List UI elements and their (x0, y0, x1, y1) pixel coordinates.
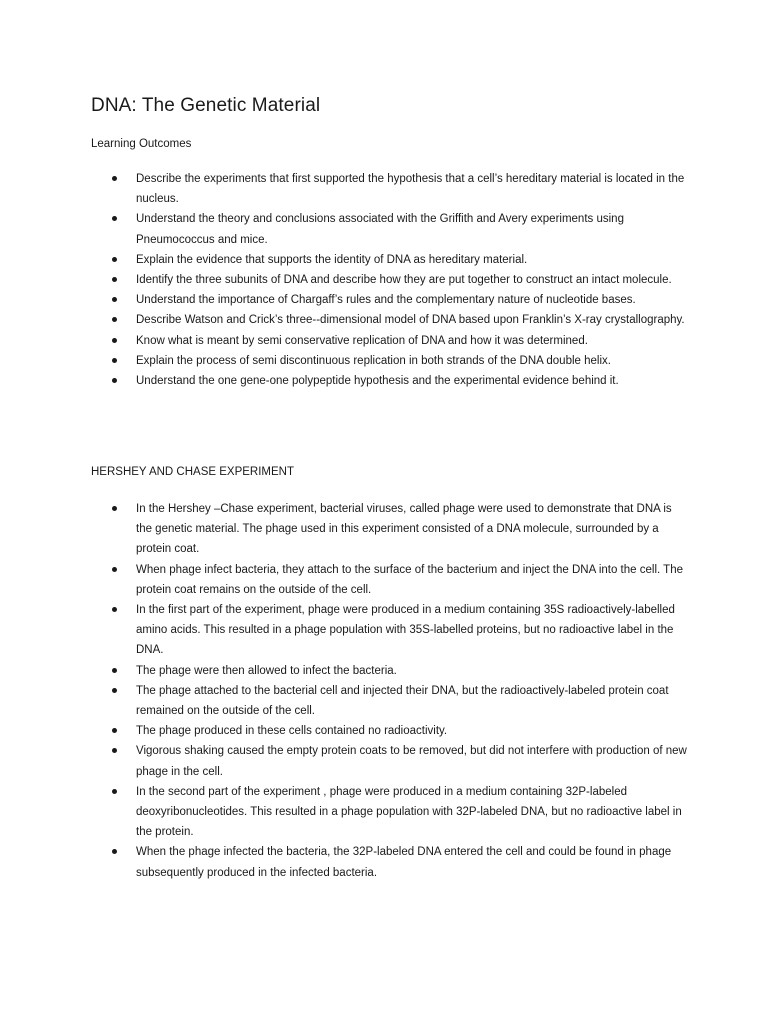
list-item-text: Understand the importance of Chargaff’s rules and the complementary nature of nucleotide bases. (136, 294, 636, 307)
list-item (112, 290, 687, 310)
list-item-text: In the second part of the experiment , phage were produced in a medium containing 32P‐labeled deoxyribonucleotides. This resulted in a phage population with 32P‐labeled DNA, but no radioactive label in the protein. (136, 785, 682, 839)
bullet-icon (112, 257, 117, 262)
bullet-icon (112, 176, 117, 181)
bullet-icon (112, 668, 117, 673)
list-item (112, 782, 687, 843)
bullet-icon (112, 849, 117, 854)
list-item (112, 741, 687, 781)
list-item-text: Describe Watson and Crick’s three‐‐dimensional model of DNA based upon Franklin’s X‐ray crystallography. (136, 314, 685, 327)
list-item-text: Explain the process of semi discontinuous replication in both strands of the DNA double helix. (136, 354, 611, 367)
page-title: DNA: The Genetic Material (91, 95, 321, 116)
bullet-icon (112, 216, 117, 221)
list-item (112, 681, 687, 721)
list-item (112, 331, 687, 351)
bullet-icon (112, 378, 117, 383)
hershey-chase-heading: HERSHEY AND CHASE EXPERIMENT (91, 466, 295, 478)
bullet-icon (112, 748, 117, 753)
list-item (112, 169, 687, 209)
bullet-icon (112, 277, 117, 282)
bullet-icon (112, 317, 117, 322)
list-item-text: The phage produced in these cells contained no radioactivity. (136, 725, 448, 738)
list-item (112, 842, 687, 882)
list-item-text: When phage infect bacteria, they attach to the surface of the bacterium and inject the DNA into the cell. The protein coat remains on the outside of the cell. (136, 563, 683, 596)
list-item-text: Describe the experiments that first supported the hypothesis that a cell’s hereditary material is located in the nucleus. (136, 173, 685, 206)
list-item (112, 351, 687, 371)
bullet-icon (112, 358, 117, 363)
list-item (112, 250, 687, 270)
list-item-text: Understand the one gene‐one polypeptide hypothesis and the experimental evidence behind it. (136, 375, 619, 388)
bullet-icon (112, 728, 117, 733)
list-item-text: Identify the three subunits of DNA and describe how they are put together to construct an intact molecule. (136, 274, 672, 287)
list-item-text: Explain the evidence that supports the identity of DNA as hereditary material. (136, 253, 528, 266)
list-item (112, 270, 687, 290)
list-item (112, 310, 687, 330)
list-item-text: In the Hershey –Chase experiment, bacterial viruses, called phage were used to demonstrate that DNA is the genetic material. The phage used in this experiment consisted of a DNA molecule, surrounded by a protein coat. (136, 503, 672, 556)
list-item (112, 560, 687, 600)
bullet-icon (112, 567, 117, 572)
bullet-icon (112, 506, 117, 511)
list-item (112, 600, 687, 661)
list-item-text: When the phage infected the bacteria, the 32P‐labeled DNA entered the cell and could be found in phage subsequently produced in the infected bacteria. (136, 846, 672, 879)
list-item (112, 661, 687, 681)
list-item-text: In the first part of the experiment, phage were produced in a medium containing 35S radioactively‐labelled amino acids. This resulted in a phage population with 35S‐labelled proteins, but no radioactive label in the DNA. (136, 604, 675, 657)
bullet-icon (112, 297, 117, 302)
list-item-text: Understand the theory and conclusions associated with the Griffith and Avery experiments using Pneumococcus and mice. (136, 213, 624, 246)
learning-outcomes-list (112, 169, 687, 391)
bullet-icon (112, 338, 117, 343)
list-item (112, 721, 687, 741)
bullet-icon (112, 607, 117, 612)
list-item-text: The phage were then allowed to infect the bacteria. (136, 664, 397, 677)
hershey-chase-list (112, 499, 687, 883)
list-item-text: The phage attached to the bacterial cell and injected their DNA, but the radioactively‐labeled protein coat remained on the outside of the cell. (136, 684, 669, 718)
list-item (112, 499, 687, 560)
list-item-text: Know what is meant by semi conservative replication of DNA and how it was determined. (136, 334, 588, 347)
bullet-icon (112, 789, 117, 794)
list-item (112, 209, 687, 249)
learning-outcomes-heading: Learning Outcomes (91, 138, 192, 150)
bullet-icon (112, 688, 117, 693)
list-item (112, 371, 687, 391)
list-item-text: Vigorous shaking caused the empty protein coats to be removed, but did not interfere with production of new phage in the cell. (136, 745, 687, 778)
